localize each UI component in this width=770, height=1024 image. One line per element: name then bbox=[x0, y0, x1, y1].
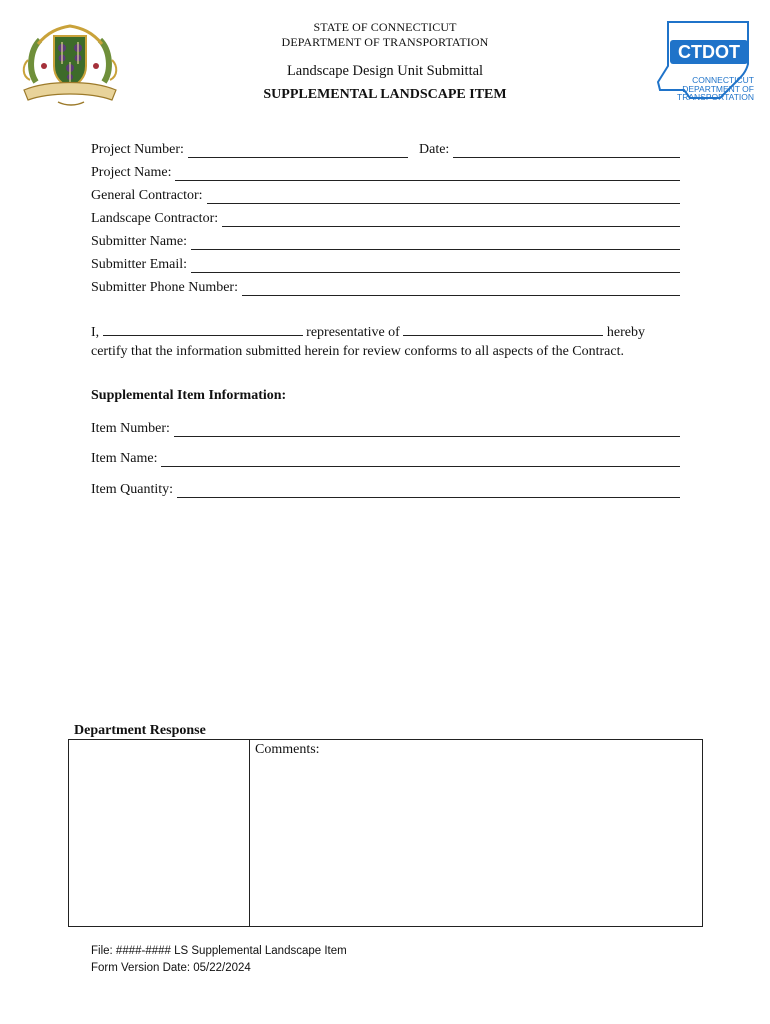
date-input[interactable] bbox=[453, 143, 680, 158]
landscape-contractor-field[interactable] bbox=[91, 209, 680, 227]
response-status-cell[interactable] bbox=[69, 740, 250, 926]
state-seal-logo bbox=[18, 20, 122, 110]
certification-line-2: certify that the information submitted herein for review conforms to all aspects of the Contract. bbox=[91, 344, 624, 359]
ctdot-logo-text: CTDOT bbox=[678, 42, 740, 62]
response-comments-cell[interactable] bbox=[250, 740, 702, 926]
submitter-phone-field[interactable] bbox=[91, 278, 680, 296]
ctdot-logo-sub3: TRANSPORTATION bbox=[677, 92, 754, 102]
department-response-box bbox=[68, 739, 703, 927]
landscape-contractor-input[interactable] bbox=[222, 212, 680, 227]
certification-suffix: hereby bbox=[606, 325, 645, 340]
item-number-label: Item Number: bbox=[91, 421, 170, 436]
general-contractor-input[interactable] bbox=[207, 189, 680, 204]
footer-version-date: Form Version Date: 05/22/2024 bbox=[91, 962, 251, 974]
state-heading: STATE OF CONNECTICUT bbox=[313, 20, 457, 34]
item-quantity-label: Item Quantity: bbox=[91, 482, 174, 497]
general-contractor-field[interactable] bbox=[91, 186, 680, 204]
item-number-input[interactable] bbox=[174, 422, 680, 437]
project-name-label: Project Name: bbox=[91, 165, 172, 180]
project-name-input[interactable] bbox=[175, 166, 680, 181]
item-name-input[interactable] bbox=[161, 452, 680, 467]
footer-file: File: ####-#### LS Supplemental Landscape Item bbox=[91, 945, 347, 957]
item-quantity-input[interactable] bbox=[177, 483, 680, 498]
project-number-label: Project Number: bbox=[91, 142, 184, 157]
project-number-input[interactable] bbox=[188, 143, 408, 158]
project-number-field[interactable] bbox=[91, 140, 408, 158]
supplemental-heading: Supplemental Item Information: bbox=[91, 388, 287, 403]
submitter-phone-input[interactable] bbox=[242, 281, 680, 296]
department-heading: DEPARTMENT OF TRANSPORTATION bbox=[281, 35, 489, 49]
item-number-field[interactable] bbox=[91, 419, 680, 437]
submitter-email-label: Submitter Email: bbox=[91, 257, 188, 272]
ctdot-logo-sub2: DEPARTMENT OF bbox=[682, 83, 754, 94]
item-quantity-field[interactable] bbox=[91, 480, 680, 498]
certification-prefix: I, bbox=[91, 325, 100, 340]
submitter-phone-label: Submitter Phone Number: bbox=[91, 280, 238, 295]
submitter-name-field[interactable] bbox=[91, 232, 680, 250]
project-name-field[interactable] bbox=[91, 163, 680, 181]
submitter-email-input[interactable] bbox=[191, 258, 680, 273]
ctdot-logo bbox=[650, 20, 754, 102]
form-title: SUPPLEMENTAL LANDSCAPE ITEM bbox=[263, 87, 507, 102]
item-name-field[interactable] bbox=[91, 449, 680, 467]
general-contractor-label: General Contractor: bbox=[91, 188, 203, 203]
ctdot-logo-sub1: CONNECTICUT bbox=[692, 75, 754, 85]
certifier-name-input[interactable] bbox=[103, 322, 303, 336]
comments-label: Comments: bbox=[255, 742, 320, 757]
department-response-heading: Department Response bbox=[74, 723, 206, 738]
unit-heading: Landscape Design Unit Submittal bbox=[286, 63, 484, 79]
date-field[interactable] bbox=[419, 140, 680, 158]
date-label: Date: bbox=[419, 142, 450, 157]
submitter-email-field[interactable] bbox=[91, 255, 680, 273]
submitter-name-label: Submitter Name: bbox=[91, 234, 188, 249]
item-name-label: Item Name: bbox=[91, 451, 158, 466]
certification-statement bbox=[91, 322, 691, 361]
landscape-contractor-label: Landscape Contractor: bbox=[91, 211, 219, 226]
submitter-name-input[interactable] bbox=[191, 235, 680, 250]
certification-middle: representative of bbox=[306, 325, 400, 340]
represented-company-input[interactable] bbox=[403, 322, 603, 336]
